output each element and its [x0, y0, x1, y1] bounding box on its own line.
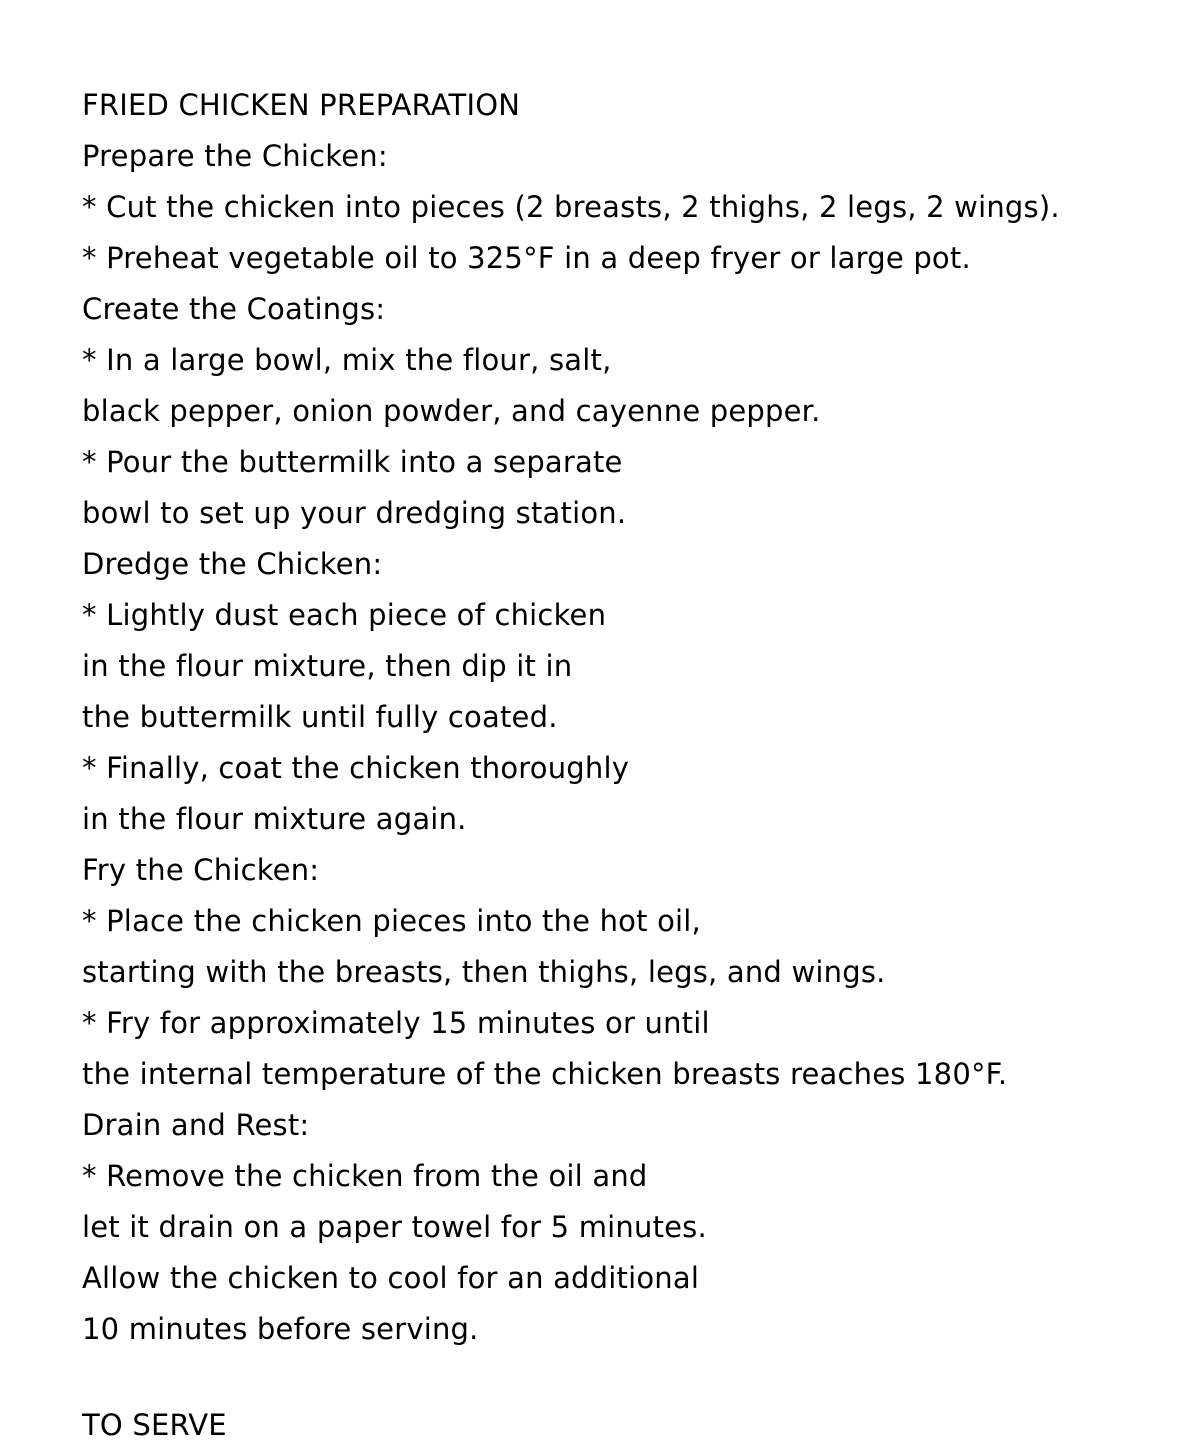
section-drain	[82, 1100, 1182, 1355]
step-line: in the flour mixture again.	[82, 802, 467, 836]
step-line: let it drain on a paper towel for 5 minutes.	[82, 1210, 707, 1244]
section-heading: Create the Coatings:	[82, 292, 386, 326]
recipe-document	[82, 80, 1182, 1442]
section-heading: Dredge the Chicken:	[82, 547, 383, 581]
section-dredge	[82, 539, 1182, 845]
step-line: the buttermilk until fully coated.	[82, 700, 558, 734]
step-line: black pepper, onion powder, and cayenne pepper.	[82, 394, 821, 428]
section-prepare	[82, 131, 1182, 284]
next-section-heading: TO SERVE	[82, 1408, 227, 1442]
step-line: * Finally, coat the chicken thoroughly	[82, 751, 630, 785]
step-line: * Preheat vegetable oil to 325°F in a deep fryer or large pot.	[82, 241, 971, 275]
step-line: * In a large bowl, mix the flour, salt,	[82, 343, 612, 377]
document-title: FRIED CHICKEN PREPARATION	[82, 88, 521, 122]
step-line: starting with the breasts, then thighs, legs, and wings.	[82, 955, 886, 989]
section-heading: Fry the Chicken:	[82, 853, 320, 887]
step-line: * Lightly dust each piece of chicken	[82, 598, 607, 632]
section-heading: Drain and Rest:	[82, 1108, 310, 1142]
step-line: 10 minutes before serving.	[82, 1312, 479, 1346]
section-coatings	[82, 284, 1182, 539]
step-line: * Cut the chicken into pieces (2 breasts, 2 thighs, 2 legs, 2 wings).	[82, 190, 1060, 224]
step-line: * Place the chicken pieces into the hot oil,	[82, 904, 701, 938]
section-heading: Prepare the Chicken:	[82, 139, 388, 173]
step-line: * Remove the chicken from the oil and	[82, 1159, 648, 1193]
step-line: * Pour the buttermilk into a separate	[82, 445, 623, 479]
step-line: bowl to set up your dredging station.	[82, 496, 627, 530]
section-fry	[82, 845, 1182, 1100]
step-line: the internal temperature of the chicken breasts reaches 180°F.	[82, 1057, 1008, 1091]
step-line: in the flour mixture, then dip it in	[82, 649, 573, 683]
step-line: * Fry for approximately 15 minutes or until	[82, 1006, 710, 1040]
step-line: Allow the chicken to cool for an additional	[82, 1261, 700, 1295]
